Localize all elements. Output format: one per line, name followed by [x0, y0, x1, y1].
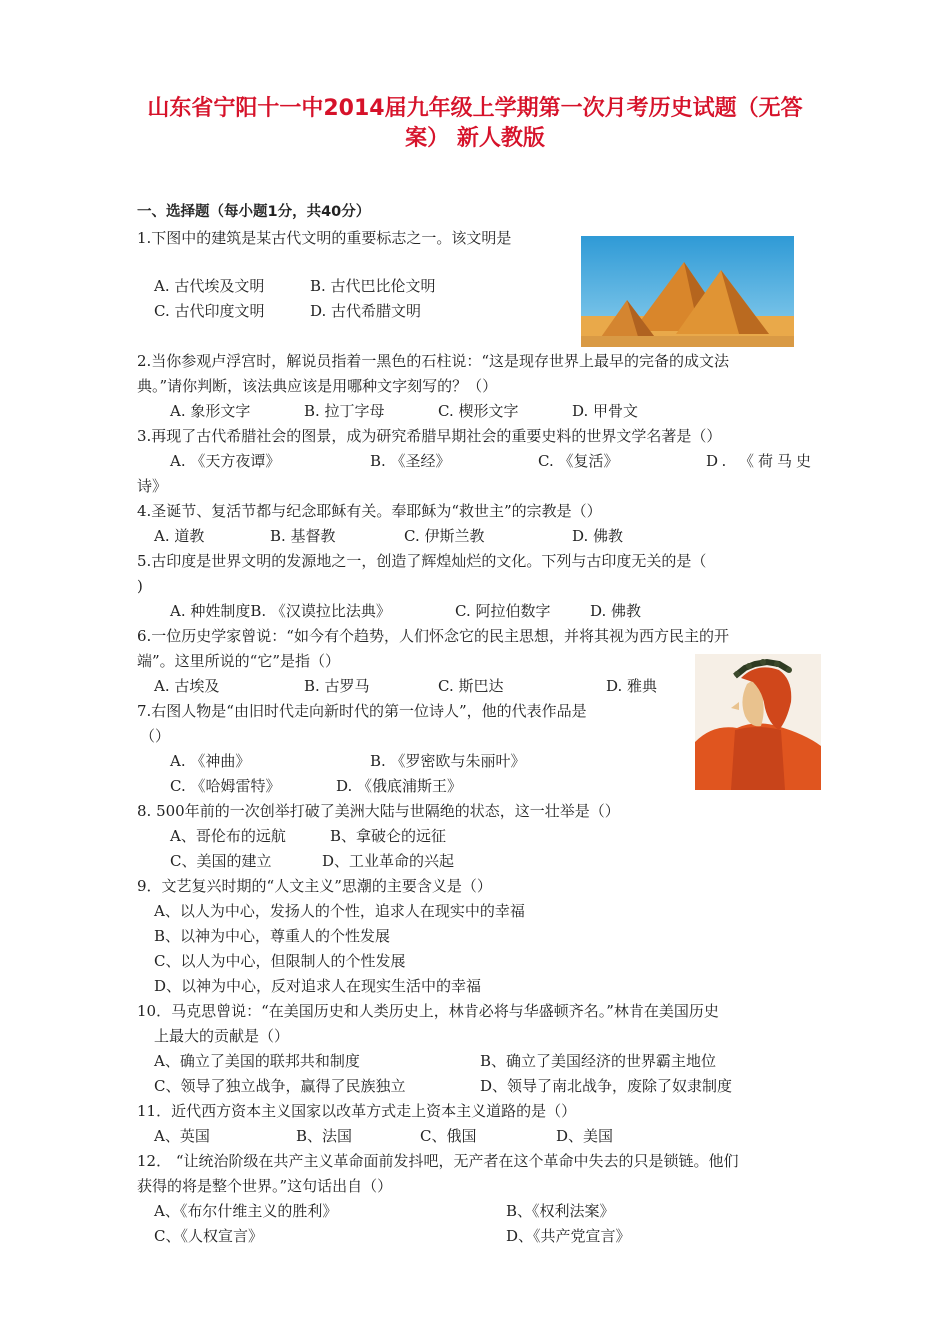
title-line-2: 案） 新人教版 — [405, 126, 545, 151]
q8-option-d: D、工业革命的兴起 — [322, 852, 455, 870]
q4-stem: 4.圣诞节、复活节都与纪念耶稣有关。奉耶稣为“救世主”的宗教是（） — [137, 502, 602, 520]
q11-option-a: A、英国 — [154, 1127, 210, 1145]
q2-stem-line-2: 典。”请你判断，该法典应该是用哪种文字刻写的？（） — [137, 377, 498, 395]
q12-option-d: D、《共产党宣言》 — [506, 1227, 631, 1245]
q9-option-d: D、以神为中心，反对追求人在现实生活中的幸福 — [154, 977, 482, 995]
q11-stem: 11．近代西方资本主义国家以改革方式走上资本主义道路的是（） — [137, 1102, 577, 1120]
q6-stem-line-1: 6.一位历史学家曾说：“如今有个趋势，人们怀念它的民主思想，并将其视为西方民主的开 — [137, 627, 729, 645]
q8-option-b: B、拿破仑的远征 — [330, 827, 447, 845]
section-heading: 一、选择题（每小题1分，共40分） — [137, 204, 371, 220]
q12-stem-line-2: 获得的将是整个世界。”这句话出自（） — [137, 1177, 393, 1195]
q7-option-b: B. 《罗密欧与朱丽叶》 — [370, 752, 526, 770]
q4-option-c: C. 伊斯兰教 — [404, 527, 485, 545]
q2-option-c: C. 楔形文字 — [438, 402, 519, 420]
q12-stem-line-1: 12． “让统治阶级在共产主义革命面前发抖吧，无产者在这个革命中失去的只是锁链。他们 — [137, 1152, 739, 1170]
q3-option-a: A. 《天方夜谭》 — [170, 452, 281, 470]
q6-option-c: C. 斯巴达 — [438, 677, 504, 695]
q12-option-c: C、《人权宣言》 — [154, 1227, 263, 1245]
q2-option-a: A. 象形文字 — [170, 402, 251, 420]
q10-option-b: B、确立了美国经济的世界霸主地位 — [480, 1052, 717, 1070]
q7-option-c: C. 《哈姆雷特》 — [170, 777, 281, 795]
q10-stem-line-2: 上最大的贡献是（） — [154, 1027, 290, 1045]
q11-option-d: D、美国 — [556, 1127, 614, 1145]
q3-stem: 3.再现了古代希腊社会的图景，成为研究希腊早期社会的重要史料的世界文学名著是（） — [137, 427, 722, 445]
q3-option-d: D. 《荷马史 — [706, 452, 816, 470]
q10-stem-line-1: 10．马克思曾说：“在美国历史和人类历史上，林肯必将与华盛顿齐名。”林肯在美国历史 — [137, 1002, 719, 1020]
q2-stem-line-1: 2.当你参观卢浮宫时，解说员指着一黑色的石柱说：“这是现存世界上最早的完备的成文法 — [137, 352, 729, 370]
q4-option-a: A. 道教 — [154, 527, 205, 545]
q1-option-b: B. 古代巴比伦文明 — [310, 277, 436, 295]
q5-stem-line-2: ) — [137, 577, 143, 595]
q8-option-c: C、美国的建立 — [170, 852, 272, 870]
q2-option-d: D. 甲骨文 — [572, 402, 639, 420]
q3-option-c: C. 《复活》 — [538, 452, 619, 470]
q4-option-d: D. 佛教 — [572, 527, 624, 545]
q1-stem: 1.下图中的建筑是某古代文明的重要标志之一。该文明是 — [137, 229, 512, 247]
q7-stem-line-1: 7.右图人物是“由旧时代走向新时代的第一位诗人”，他的代表作品是 — [137, 702, 587, 720]
q1-option-a: A. 古代埃及文明 — [154, 277, 265, 295]
q9-option-c: C、以人为中心，但限制人的个性发展 — [154, 952, 406, 970]
q7-option-d: D. 《俄底浦斯王》 — [336, 777, 463, 795]
q3-option-b: B. 《圣经》 — [370, 452, 451, 470]
q10-option-d: D、领导了南北战争，废除了奴隶制度 — [480, 1077, 733, 1095]
q5-option-c: C. 阿拉伯数字 — [455, 602, 551, 620]
q8-option-a: A、哥伦布的远航 — [170, 827, 286, 845]
q1-option-c: C. 古代印度文明 — [154, 302, 265, 320]
q1-option-d: D. 古代希腊文明 — [310, 302, 422, 320]
q5-option-ab: A. 种姓制度B. 《汉谟拉比法典》 — [170, 602, 391, 620]
dante-portrait-image — [695, 654, 821, 790]
q6-option-b: B. 古罗马 — [304, 677, 370, 695]
q12-option-b: B、《权利法案》 — [506, 1202, 615, 1220]
q2-option-b: B. 拉丁字母 — [304, 402, 385, 420]
q10-option-c: C、领导了独立战争，赢得了民族独立 — [154, 1077, 406, 1095]
q7-stem-line-2: （） — [140, 727, 171, 745]
q4-option-b: B. 基督教 — [270, 527, 336, 545]
title-line-1: 山东省宁阳十一中2014届九年级上学期第一次月考历史试题（无答 — [147, 96, 803, 121]
q5-stem-line-1: 5.古印度是世界文明的发源地之一，创造了辉煌灿烂的文化。下列与古印度无关的是（ — [137, 552, 707, 570]
q6-stem-line-2: 端”。这里所说的“它”是指（） — [137, 652, 341, 670]
q12-option-a: A、《布尔什维主义的胜利》 — [154, 1202, 338, 1220]
q6-option-d: D. 雅典 — [606, 677, 658, 695]
q10-option-a: A、确立了美国的联邦共和制度 — [154, 1052, 360, 1070]
q3-option-d-cont: 诗》 — [137, 477, 168, 495]
q6-option-a: A. 古埃及 — [154, 677, 220, 695]
q9-option-a: A、以人为中心，发扬人的个性，追求人在现实中的幸福 — [154, 902, 525, 920]
q11-option-b: B、法国 — [296, 1127, 353, 1145]
q5-option-d: D. 佛教 — [590, 602, 642, 620]
pyramids-image — [581, 236, 794, 347]
q9-option-b: B、以神为中心，尊重人的个性发展 — [154, 927, 391, 945]
q8-stem: 8. 500年前的一次创举打破了美洲大陆与世隔绝的状态，这一壮举是（） — [137, 802, 620, 820]
q9-stem: 9．文艺复兴时期的“人文主义”思潮的主要含义是（） — [137, 877, 492, 895]
document-title — [120, 94, 830, 154]
q11-option-c: C、俄国 — [420, 1127, 477, 1145]
q7-option-a: A. 《神曲》 — [170, 752, 251, 770]
